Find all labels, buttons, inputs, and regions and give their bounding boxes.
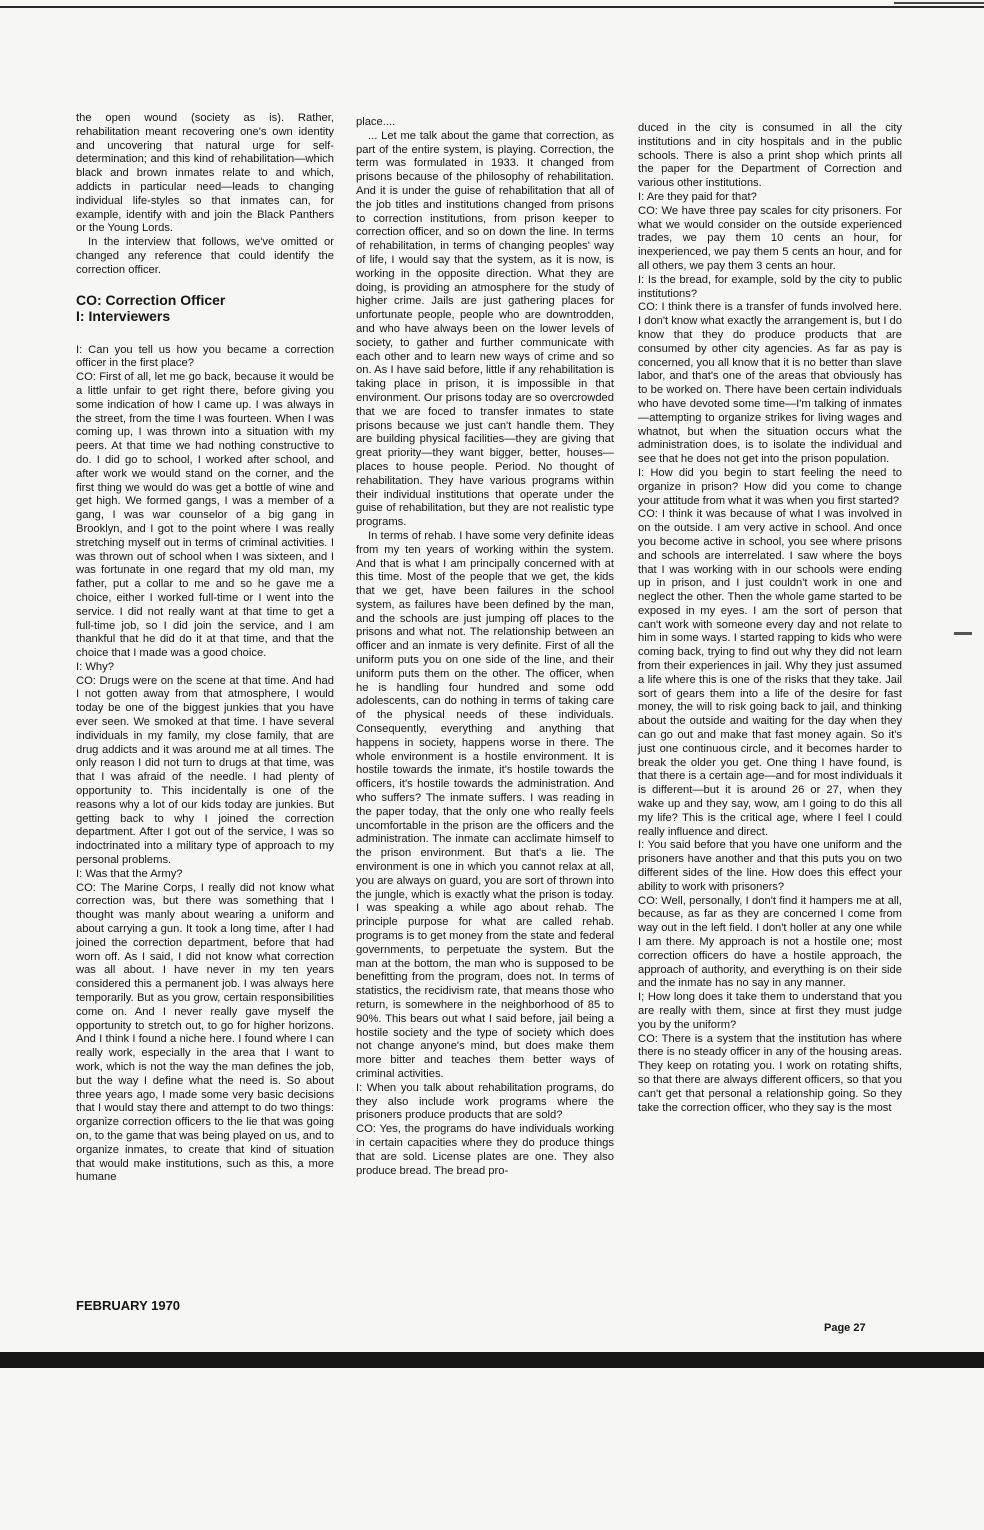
heading-line-2: I: Interviewers [76,307,171,324]
question: I; How long does it take them to understand that you are really with them, since at first they must judge you by the uniform? [638,991,902,1031]
top-rule-right [894,2,984,4]
paragraph: place.... [356,116,396,128]
paragraph: In the interview that follows, we've omitted or changed any reference that could identify the correction officer. [76,236,334,276]
question: I: Why? [76,660,114,673]
answer: CO: I think there is a transfer of funds involved here. I don't know what exactly the arrangement is, but I do know that they do produce products that are consumed by other city agencies. As far as pay is concerned, you all know that it is no better than slave labor, and that's one of the areas that obviously has to be worked on. There have been certain individuals who have devoted some time—I'm talking of inmates—attempting to organize strikes for living wages and whatnot, but when the situation occurs what the administration does, is to isolate the individual and see that he does not get into the prison population. [638,301,902,466]
question: I: You said before that you have one uniform and the prisoners have another and that this puts you on two different sides of the line. How does this effect your ability to work with prisoners? [638,839,902,893]
top-rule [0,6,984,8]
paragraph: duced in the city is consumed in all the city institutions and in city hospitals and in the public schools. There is also a print shop which prints all the paper for the Department of Correction and various other institutions. [638,122,902,190]
page-number: Page 27 [824,1322,866,1334]
heading-line-1: CO: Correction Officer [76,291,226,308]
question: I: Is the bread, for example, sold by the city to public institutions? [638,273,902,300]
paragraph: the open wound (society as is). Rather, rehabilitation meant recovering one's own identity and uncovering that natural urge for self-determination; and this kind of rehabilitation—which black and brown inmates relate to and which, addicts in particular need—leads to changing individual life-styles so that inmates can, for example, identify with and join the Black Panthers or the Young Lords. [76,112,334,235]
section-heading [76,292,334,324]
question: I: Are they paid for that? [638,190,757,203]
column-3 [638,122,902,1115]
answer: CO: First of all, let me go back, because it would be a little unfair to get right there, before giving you some indication of how I came up. I was always in the street, from the time I was fourteen. When I was coming up, I was thrown into a situation with my peers. At that time we had nothing constructive to do. I did go to school, I worked after school, and after work we would stand on the corner, and the first thing we would do was get a bottle of wine and get high. We formed gangs, I was a member of a gang, I was war counselor of a big gang in Brooklyn, and I got to the point where I was really stretching myself out in terms of criminal activities. I was thrown out of school when I was sixteen, and I was fortunate in one regard that my old man, my father, put a collar to me and so he gave me a choice, either I worked full-time or I went into the service. I did not really want at that time to get a full-time job, so I did join the service, and I am thankful that he did do it at that time, and that the choice that I made was a good choice. [76,371,334,660]
answer: CO: I think it was because of what I was involved in on the outside. I am very active in school. And once you become active in school, you see where prisons and schools are interrelated. I saw where the boys that I was working with in our schools were ending up in prison, and I just couldn't work in one and neglect the other. Then the whole game started to be exposed in my eyes. I am the sort of person that can't work with someone every day and not relate to him in some ways. I started rapping to kids who were coming back, trying to find out why they did not learn from their experiences in jail. Why they just assumed a life where this is one of the risks that they take. Jail sort of gears them into a life of the desire for fast money, the will to risk going back to jail, and thinking about the outside and waiting for the day when they can go out and make that fast money again. So it's just one continuous circle, and it becomes harder to break the older you get. One thing I have found, is that there is a certain age—and for most individuals it is different—but it is around 26 or 27, when they wake up and they say, wow, am I going to do this all my life? This is the critical age, where I feel I could really influence and direct. [638,508,902,838]
paragraph: ... Let me talk about the game that correction, as part of the entire system, is playing. Correction, the term was formulated in 1933. It changed from prisons because of the philosophy of rehabilitation. And it is under the guise of rehabilitation that all of the job titles and institutions changed from prisons to correction institutions, from prison keeper to correction officer, and so on down the line. In terms of rehabilitation, in terms of changing peoples' way of life, I would say that the system, as it is now, is working in the opposite direction. What they are doing, is providing an atmosphere for the study of higher crime. Jails are just gathering places for unfortunate people, people who are downtrodden, and who have always been on the lower levels of society, to gather and further communicate with each other and to learn new ways of crime and so on. As I have said before, little if any rehabilitation is taking place in prison, it is impossible in that environment. Our prisons today are so overcrowded that we are foced to transfer inmates to state prisons because we just can't handle them. They are building physical facilities—they are giving that great priority—they want bigger, better, houses—places to house people. Period. No thought of rehabilitation. They have various programs within their individual institutions that operate under the guise of rehabilitation, but they are not realistic type programs. [356,129,614,529]
answer: CO: We have three pay scales for city prisoners. For what we would consider on the outside experienced trades, we pay them 10 cents an hour, for inexperienced, we pay them 5 cents an hour, and for all others, we pay them 3 cents an hour. [638,204,902,272]
question: I: When you talk about rehabilitation programs, do they also include work programs where the prisoners produce products that are sold? [356,1081,614,1122]
footer-date: FEBRUARY 1970 [76,1298,181,1313]
question: I: Was that the Army? [76,867,183,880]
margin-mark [954,632,972,635]
paragraph: In terms of rehab. I have some very definite ideas from my ten years of working within the system. And that is what I am principally concerned with at this time. Most of the people that we get, the kids that we get, have been failures in the school system, as failures have been defined by the man, and the schools are just jumping off places to the prisons and what not. The relationship between an officer and an inmate is very definite. First of all the uniform puts you on one side of the line, and their uniform puts them on the other. The officer, when he is handling four hundred and some odd adolescents, can do nothing in terms of taking care of the physical needs of these individuals. Consequently, everything and anything that happens in society, happens worse in there. The whole environment is a hostile environment. It is hostile towards the inmate, it's hostile towards the officers, it's hostile towards the administration. And who suffers? The inmate suffers. I was reading in the paper today, that the only one who really feels uncomfortable in the prison are the officers and the administration. The inmate can acclimate himself to the prison environment. But that's a lie. The environment is one in which you cannot relax at all, you are always on guard, you are sort of thrown into the jungle, which is exactly what the prison is today. I was speaking a while ago about rehab. The principle purpose for what are called rehab. programs is to get money from the state and federal governments, to perpetuate the system. But the man at the bottom, the man who is supposed to be benefitting from the program, does not. In terms of statistics, the recidivism rate, that means those who return, is somewhere in the neighborhood of 85 to 90%. This bears out what I said before, jail being a hostile society and the type of society which does not change anyone's mind, but does make them more bitter and teaches them better ways of criminal activities. [356,529,614,1080]
column-1 [76,112,334,1185]
answer: CO: The Marine Corps, I really did not know what correction was, but there was something that I thought was manly about wearing a uniform and about carrying a gun. It took a long time, after I had joined the correction department, before that had worn off. As I said, I did not know what correction was all about. I have never in my ten years considered this a permanent job. I was always here temporarily. But as you grow, certain responsibilities come on. And I never really gave myself the opportunity to stretch out, to go for higher horizons. And I think I found a niche here. I found where I can really work, especially in the area that I want to work, which is not the way the man defines the job, but the way I define what the need is. So about three years ago, I made some very basic decisions that I would stay there and attempt to do two things: organize correction officers to the lie that was going on, to the game that was being played on us, and to organize inmates, to create that kind of situation that would make institutions, such as this, a more humane [76,881,334,1184]
column-2 [356,116,614,1178]
answer: CO: There is a system that the institution has where there is no steady officer in any of the housing areas. They keep on rotating you. I work on rotating shifts, so that there are always different officers, so that you can't get that personal a relationship going. So they take the correction officer, who they say is the most [638,1032,902,1114]
answer: CO: Drugs were on the scene at that time. And had I not gotten away from that atmosphere, I would today be one of the biggest junkies that you have ever seen. We smoked at that time. I have several individuals in my family, my close family, that are drug addicts and it was around me at all times. The only reason I did not turn to drugs at that time, was that I was afraid of the needle. I had plenty of opportunity to. This incidentally is one of the reasons why a lot of our kids today are junkies. But getting back to why I joined the correction department. After I got out of the service, I was so indoctrinated into a military type of approach to my personal problems. [76,674,334,867]
answer: CO: Well, personally, I don't find it hampers me at all, because, as far as they are concerned I come from way out in the left field. I don't holler at any one while I am there. My approach is not a hostile one; most correction officers do have a hostile approach, the approach of authority, and everything is on their side and the inmate has no say in any manner. [638,894,902,990]
question: I: Can you tell us how you became a correction officer in the first place? [76,343,334,370]
bottom-rule [0,1352,984,1368]
answer: CO: Yes, the programs do have individuals working in certain capacities where they do produce things that are sold. License plates are one. They also produce bread. The bread pro- [356,1123,614,1177]
question: I: How did you begin to start feeling the need to organize in prison? How did you come to change your attitude from what it was when you first started? [638,466,902,507]
